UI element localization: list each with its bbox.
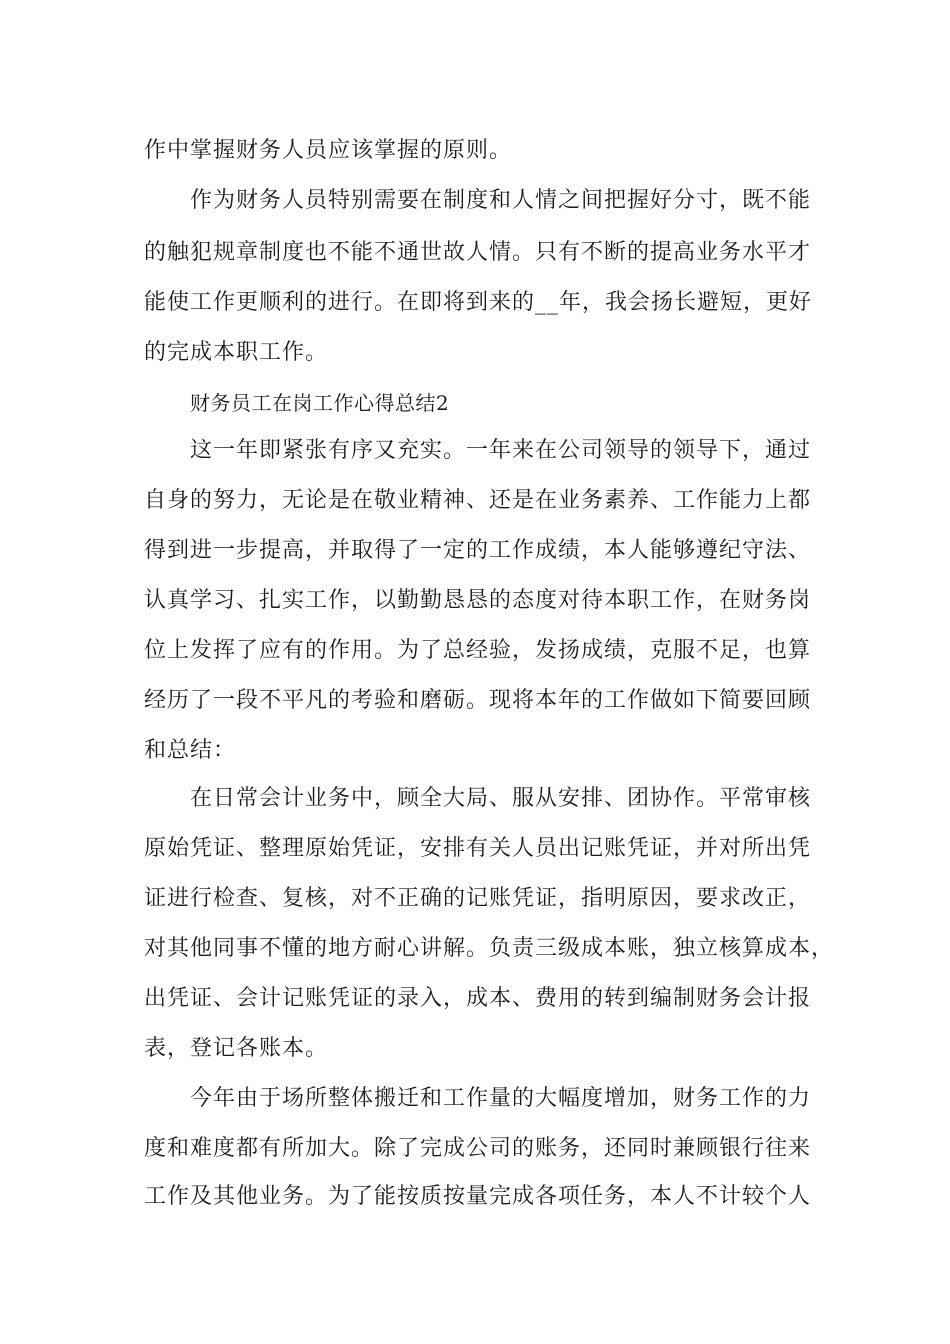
text-line: 这一年即紧张有序又充实。一年来在公司领导的领导下，通过 [190, 438, 812, 463]
text-line: 和总结： [144, 738, 237, 763]
text-line: 证进行检查、复核，对不正确的记账凭证，指明原因，要求改正， [144, 886, 812, 911]
text-line: 对其他同事不懂的地方耐心讲解。负责三级成本账，独立核算成本， [144, 936, 835, 961]
text-line: 认真学习、扎实工作，以勤勤恳恳的态度对待本职工作，在财务岗 [144, 588, 812, 613]
text-line: 在日常会计业务中，顾全大局、服从安排、团协作。平常审核 [190, 786, 812, 811]
text-line: 出凭证、会计记账凭证的录入，成本、费用的转到编制财务会计报 [144, 986, 812, 1011]
text-line: 的触犯规章制度也不能不通世故人情。只有不断的提高业务水平才 [144, 240, 812, 265]
text-line: 作为财务人员特别需要在制度和人情之间把握好分寸，既不能 [190, 188, 812, 213]
text-line: 得到进一步提高，并取得了一定的工作成绩，本人能够遵纪守法、 [144, 538, 812, 563]
section-heading: 财务员工在岗工作心得总结2 [190, 391, 450, 415]
text-line: 经历了一段不平凡的考验和磨砺。现将本年的工作做如下简要回顾 [144, 688, 812, 713]
text-line: 原始凭证、整理原始凭证，安排有关人员出记账凭证，并对所出凭 [144, 836, 812, 861]
text-line: 的完成本职工作。 [144, 340, 329, 365]
text-line: 自身的努力，无论是在敬业精神、还是在业务素养、工作能力上都 [144, 488, 812, 513]
text-line: 能使工作更顺利的进行。在即将到来的__年，我会扬长避短，更好 [144, 290, 813, 315]
text-line: 今年由于场所整体搬迁和工作量的大幅度增加，财务工作的力 [190, 1086, 812, 1111]
text-line: 作中掌握财务人员应该掌握的原则。 [144, 138, 513, 163]
text-line: 度和难度都有所加大。除了完成公司的账务，还同时兼顾银行往来 [144, 1136, 812, 1161]
text-line: 位上发挥了应有的作用。为了总经验，发扬成绩，克服不足，也算 [144, 638, 812, 663]
text-line: 表，登记各账本。 [144, 1036, 329, 1061]
text-line: 工作及其他业务。为了能按质按量完成各项任务，本人不计较个人 [144, 1184, 812, 1209]
